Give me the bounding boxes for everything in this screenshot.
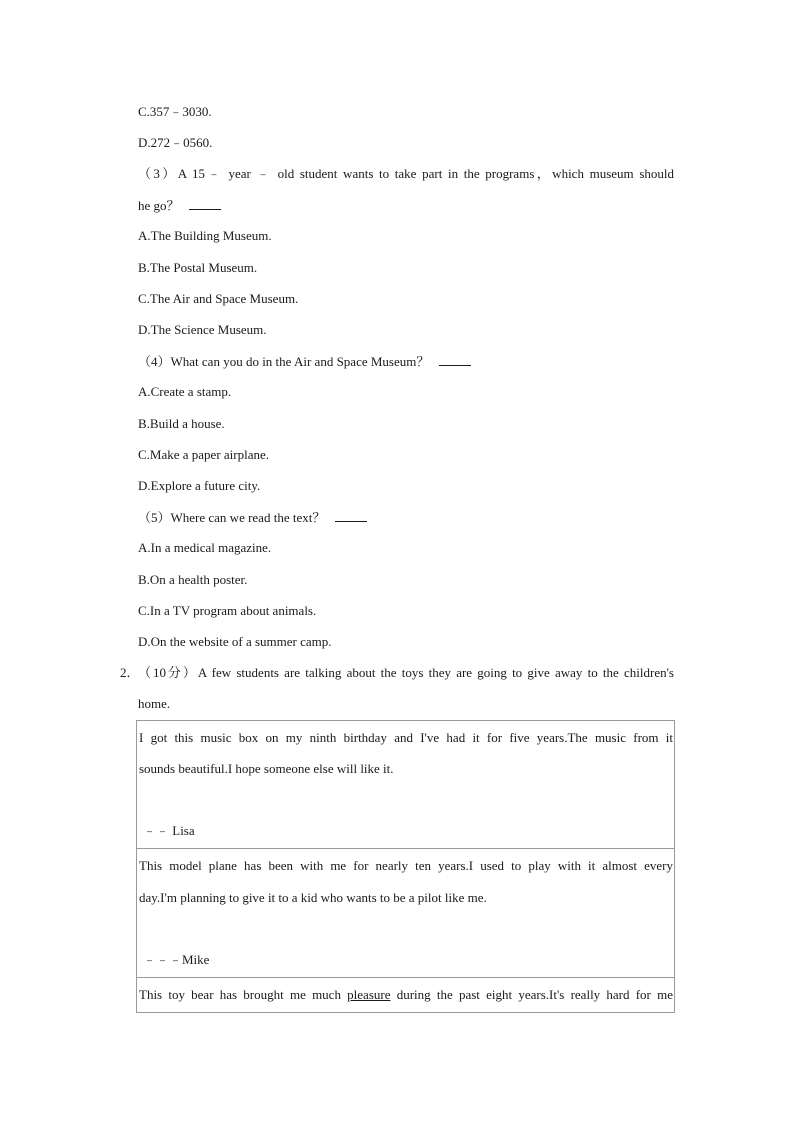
- underlined-word: pleasure: [347, 987, 391, 1002]
- question-2-intro-text: A few students are talking about the toys they are going to give away to the children's: [197, 665, 674, 680]
- question-2-intro-cont: home.: [138, 696, 171, 711]
- passage-lisa-line1: I got this music box on my ninth birthday and I've had it for five years.The music from it: [139, 730, 673, 745]
- passage-mike-line2: day.I'm planning to give it to a kid who wants to be a pilot like me.: [139, 890, 487, 905]
- question-2-score: （10分）: [138, 665, 198, 680]
- question-2-intro: [138, 665, 674, 681]
- passage-lisa-signature: ﹣﹣ Lisa: [143, 823, 195, 838]
- option-c-q5: C.In a TV program about animals.: [138, 603, 317, 618]
- question-4-stem: [138, 353, 471, 370]
- option-a-q3: A.The Building Museum.: [138, 228, 272, 243]
- passage-bear-line1: [139, 987, 673, 1003]
- option-d-q2: D.272﹣0560.: [138, 135, 213, 150]
- option-c-q3: C.The Air and Space Museum.: [138, 291, 299, 306]
- option-c-q4: C.Make a paper airplane.: [138, 447, 270, 462]
- passage-lisa-line2: sounds beautiful.I hope someone else will like it.: [139, 761, 394, 776]
- answer-blank-3[interactable]: [189, 197, 221, 210]
- option-c-q2: C.357﹣3030.: [138, 104, 212, 119]
- option-b-q4: B.Build a house.: [138, 416, 225, 431]
- option-d-q3: D.The Science Museum.: [138, 322, 267, 337]
- answer-blank-4[interactable]: [439, 353, 471, 366]
- passage-mike-line1: This model plane has been with me for nearly ten years.I used to play with it almost every: [139, 858, 673, 873]
- option-b-q3: B.The Postal Museum.: [138, 260, 258, 275]
- question-3-stem-text: he go？: [138, 198, 180, 213]
- question-3-stem: （3）A 15﹣ year ﹣ old student wants to take part in the programs，which museum should: [138, 166, 674, 181]
- passage-bear-text-b: during the past eight years.It's really hard for me: [390, 987, 673, 1002]
- option-b-q5: B.On a health poster.: [138, 572, 248, 587]
- option-d-q5: D.On the website of a summer camp.: [138, 634, 332, 649]
- option-a-q5: A.In a medical magazine.: [138, 540, 272, 555]
- question-4-stem-text: （4）What can you do in the Air and Space Museum？: [138, 354, 430, 369]
- question-2-number: 2．: [120, 665, 140, 680]
- question-3-stem-cont: [138, 197, 221, 214]
- question-5-stem: [138, 509, 367, 526]
- option-a-q4: A.Create a stamp.: [138, 384, 232, 399]
- question-5-stem-text: （5）Where can we read the text？: [138, 510, 326, 525]
- option-d-q4: D.Explore a future city.: [138, 478, 261, 493]
- answer-blank-5[interactable]: [335, 509, 367, 522]
- passage-mike-signature: ﹣﹣﹣Mike: [143, 952, 210, 967]
- passage-bear-text-a: This toy bear has brought me much: [139, 987, 348, 1002]
